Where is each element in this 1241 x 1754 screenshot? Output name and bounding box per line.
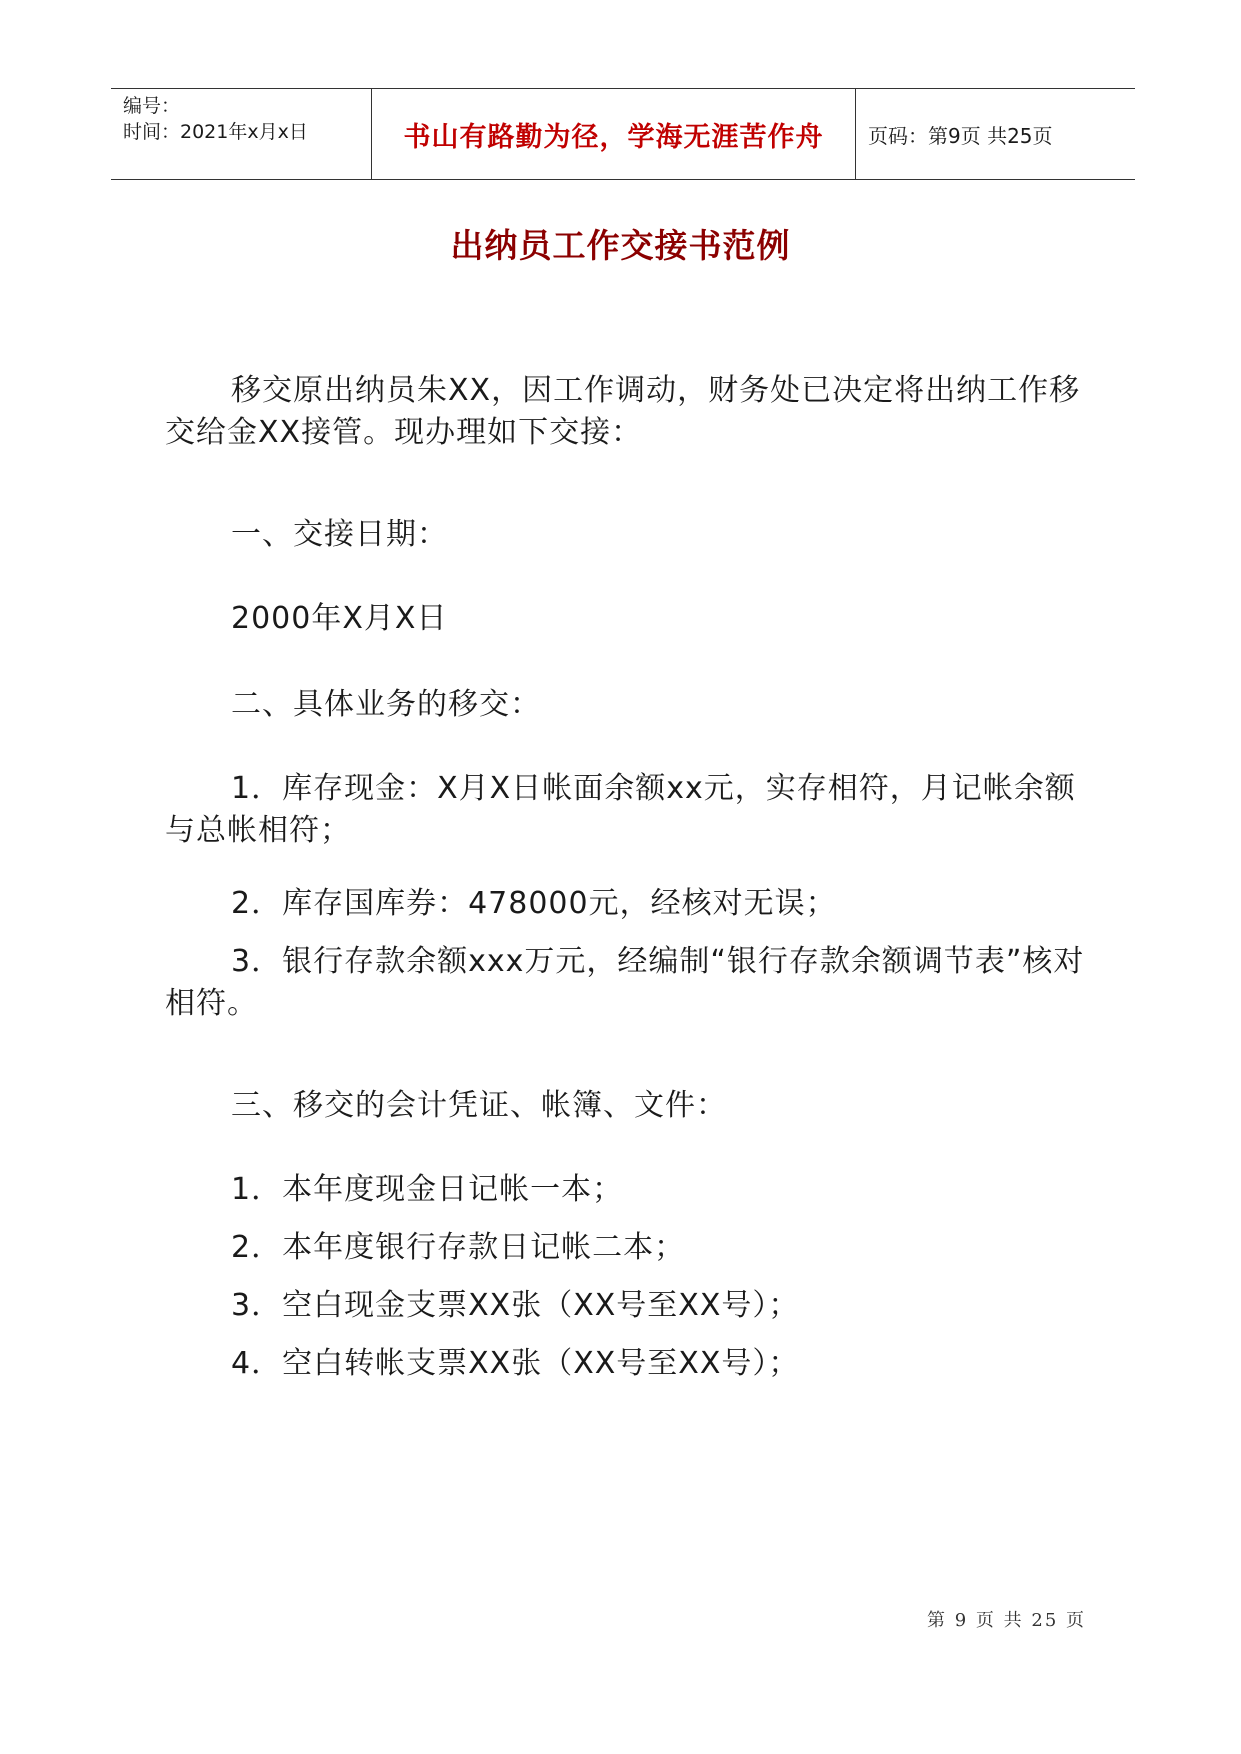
motto-text: 书山有路勤为径，学海无涯苦作舟 — [403, 121, 824, 153]
header-motto-cell — [372, 89, 856, 179]
page-footer: 第 9 页 共 25 页 — [927, 1610, 1086, 1631]
page-label: 页码：第9页 共25页 — [868, 123, 1053, 148]
section2-item-2: 2．库存国库券：478000元，经核对无误； — [231, 886, 837, 921]
section2-heading: 二、具体业务的移交： — [231, 687, 541, 722]
document-header — [111, 88, 1135, 180]
intro-paragraph: 移交原出纳员朱XX，因工作调动，财务处已决定将出纳工作移交给金XX接管。现办理如下交接： — [165, 373, 1081, 450]
section1-heading: 一、交接日期： — [231, 517, 448, 552]
document-title: 出纳员工作交接书范例 — [450, 226, 791, 265]
header-page-cell — [856, 89, 1135, 179]
section3-item-2: 2．本年度银行存款日记帐二本； — [231, 1230, 686, 1265]
section2-item-3: 3．银行存款余额xxx万元，经编制“银行存款余额调节表”核对相符。 — [165, 944, 1085, 1021]
time-label: 时间：2021年x月x日 — [123, 121, 308, 143]
section2-item-1: 1．库存现金：X月X日帐面余额xx元，实存相符，月记帐余额与总帐相符； — [165, 771, 1076, 848]
section3-item-1: 1．本年度现金日记帐一本； — [231, 1172, 624, 1207]
header-meta-cell — [111, 89, 372, 179]
section3-item-3: 3．空白现金支票XX张（XX号至XX号）； — [231, 1288, 800, 1323]
section1-date: 2000年X月X日 — [231, 601, 448, 636]
number-label: 编号： — [123, 95, 181, 117]
section3-heading: 三、移交的会计凭证、帐簿、文件： — [231, 1088, 727, 1123]
section3-item-4: 4．空白转帐支票XX张（XX号至XX号）； — [231, 1346, 800, 1381]
